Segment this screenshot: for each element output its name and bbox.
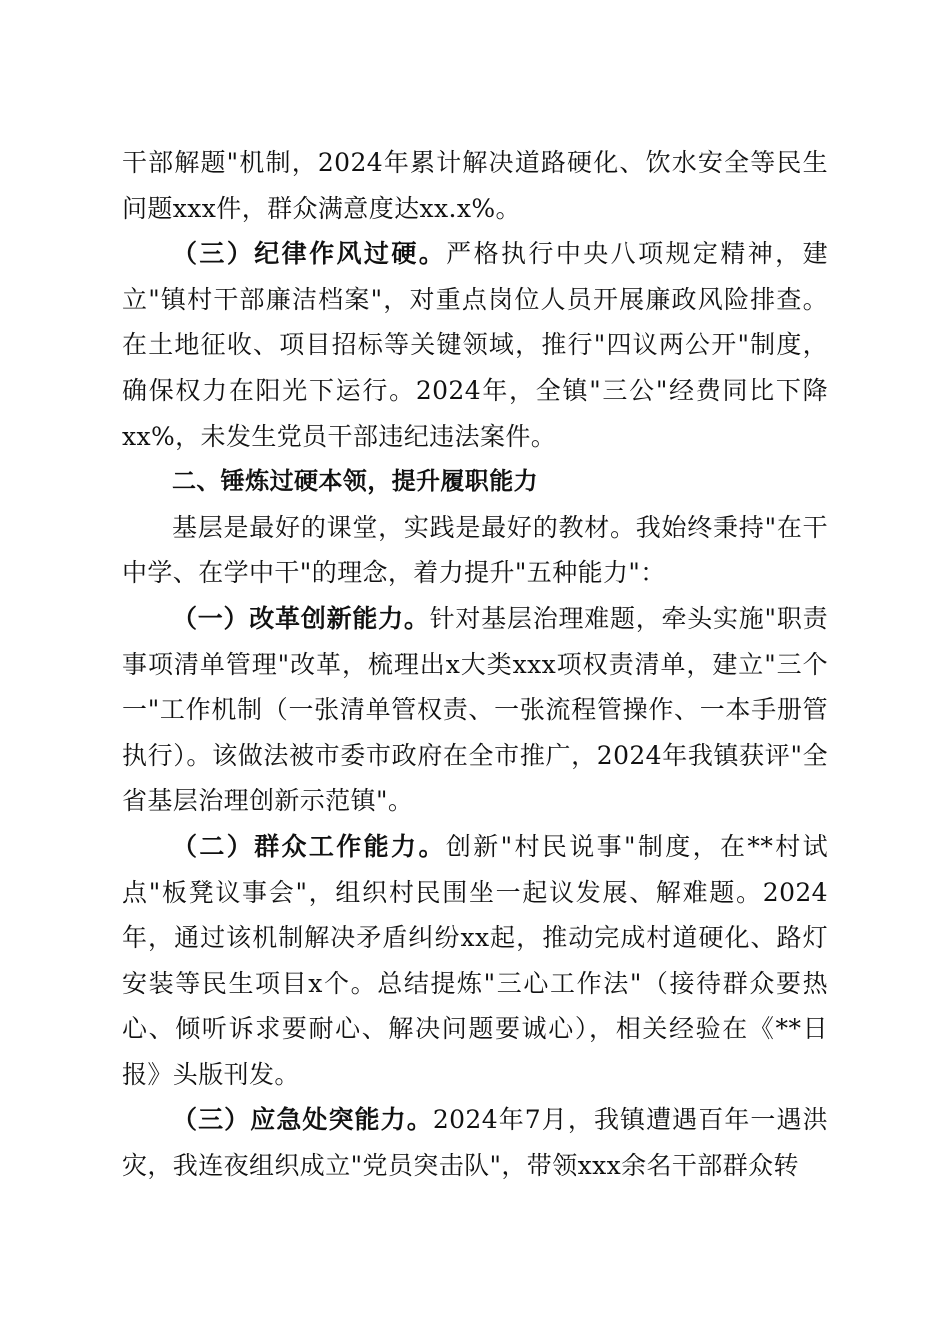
paragraph-text: 基层是最好的课堂，实践是最好的教材。我始终秉持"在干中学、在学中干"的理念，着力提升"五种能力"： — [122, 512, 828, 588]
paragraph-text: 严格执行中央八项规定精神，建立"镇村干部廉洁档案"，对重点岗位人员开展廉政风险排查。在土地征收、项目招标等关键领域，推行"四议两公开"制度，确保权力在阳光下运行。2024年，全镇"三公"经费同比下降xx%，未发生党员干部违纪违法案件。 — [122, 239, 828, 451]
paragraph-text: 创新"村民说事"制度，在**村试点"板凳议事会"，组织村民围坐一起议发展、解难题。2024年，通过该机制解决矛盾纠纷xx起，推动完成村道硬化、路灯安装等民生项目x个。总结提炼"三心工作法"（接待群众要热心、倾听诉求要耐心、解决问题要诚心），相关经验在《**日报》头版刊发。 — [122, 831, 828, 1089]
paragraph-lead: （三）应急处突能力。 — [172, 1105, 433, 1135]
paragraph-continuation — [122, 140, 828, 231]
paragraph-text: 针对基层治理难题，牵头实施"职责事项清单管理"改革，梳理出x大类xxx项权责清单，建立"三个一"工作机制（一张清单管权责、一张流程管操作、一本手册管执行）。该做法被市委市政府在全市推广，2024年我镇获评"全省基层治理创新示范镇"。 — [122, 603, 828, 816]
paragraph-lead: （一）改革创新能力。 — [172, 603, 430, 633]
paragraph-text: 2024年7月，我镇遭遇百年一遇洪灾，我连夜组织成立"党员突击队"，带领xxx余名干部群众转 — [122, 1105, 828, 1181]
paragraph-emergency — [122, 1097, 828, 1188]
paragraph-discipline — [122, 231, 828, 459]
paragraph-lead: （二）群众工作能力。 — [172, 831, 446, 861]
paragraph-mass-work — [122, 824, 828, 1098]
paragraph-intro — [122, 505, 828, 596]
paragraph-text: 干部解题"机制，2024年累计解决道路硬化、饮水安全等民生问题xxx件，群众满意度达xx.x%。 — [122, 148, 828, 223]
section-heading: 二、锤炼过硬本领，提升履职能力 — [172, 467, 538, 496]
paragraph-lead: （三）纪律作风过硬。 — [172, 239, 447, 269]
document-body — [122, 140, 828, 1189]
paragraph-reform-innovation — [122, 596, 828, 824]
